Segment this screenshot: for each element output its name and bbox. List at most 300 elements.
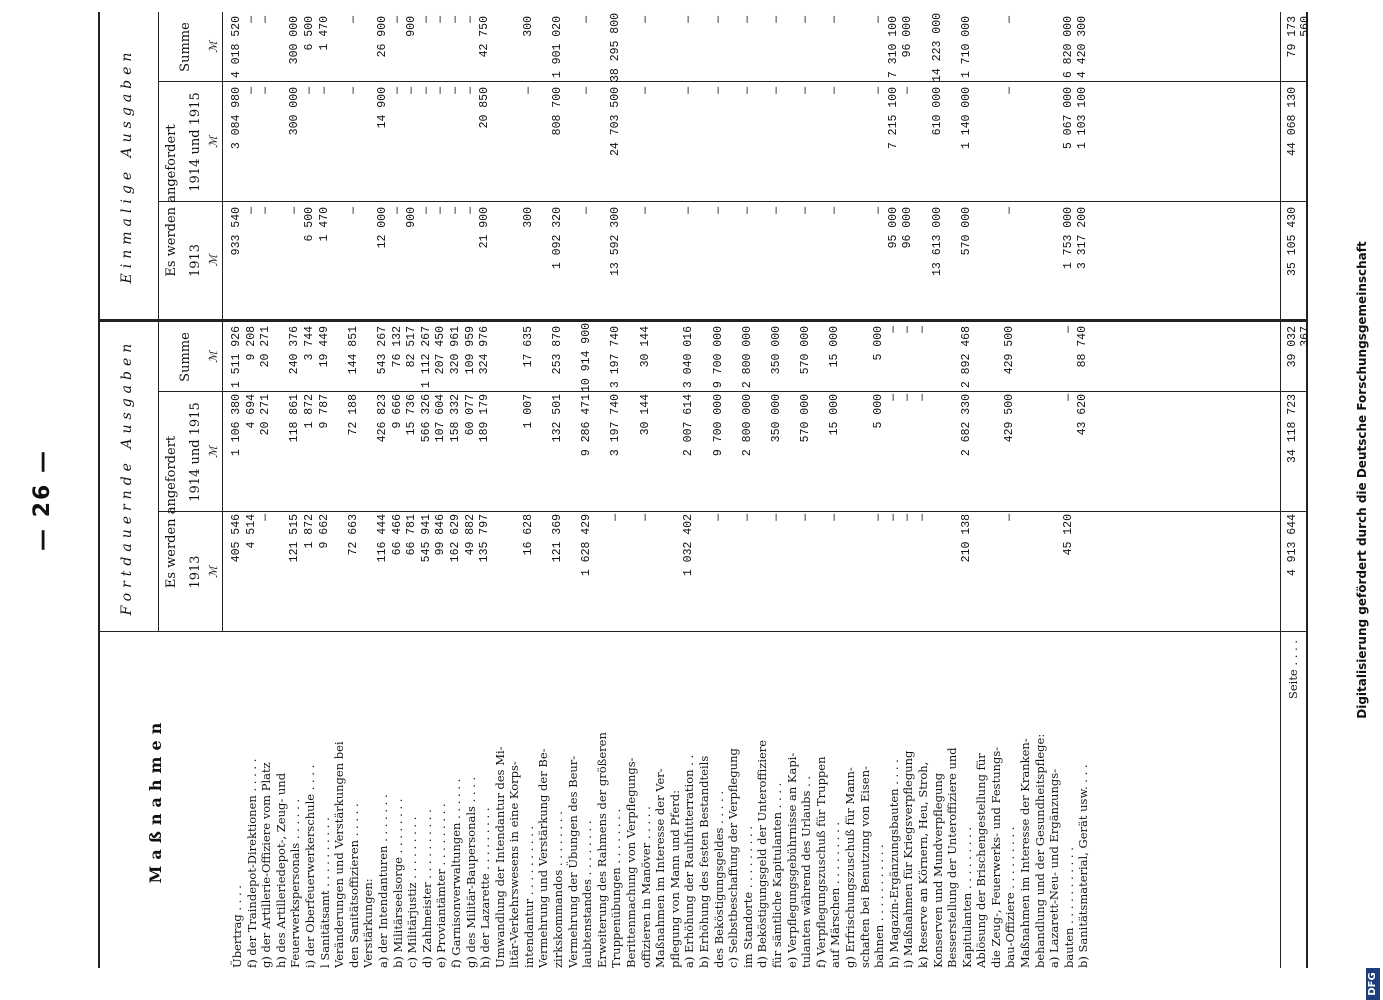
row-label: Besserstellung der Unteroffiziere und <box>945 747 960 968</box>
einm-sum-column <box>230 12 1091 82</box>
row-label: offizieren in Manöver . . . . . <box>638 806 653 968</box>
cell-fort-1914 <box>624 394 639 512</box>
cell-fort-1914 <box>536 394 551 512</box>
cell-fort-sum <box>931 326 946 392</box>
cell-einm-1913 <box>332 207 347 319</box>
cell-fort-1913 <box>843 514 858 632</box>
cell-einm-sum: 1 710 000 <box>959 16 973 79</box>
cell-fort-1913: 162 629 <box>448 514 462 563</box>
cell-fort-sum: 429 500 <box>1003 326 1017 375</box>
cell-fort-1913 <box>1033 514 1048 632</box>
cell-einm-1914: 1 140 000 <box>959 87 973 150</box>
fort-sum-column <box>230 322 1091 392</box>
cell-einm-1914: 610 000 <box>930 87 944 136</box>
cell-fort-sum: 19 449 <box>317 326 331 368</box>
cell-fort-1914 <box>1047 394 1062 512</box>
cell-fort-1913 <box>974 514 989 632</box>
cell-einm-1913: 6 500 <box>302 207 316 242</box>
row-label: bau-Offiziere . . . . . . . . . <box>1003 826 1018 968</box>
cell-einm-1914: 5 067 000 <box>1061 87 1075 150</box>
cell-einm-sum: — <box>448 16 462 23</box>
year-1914: 1914 und 1915 <box>188 92 203 192</box>
mark-sign: ℳ <box>207 351 220 363</box>
row-label: Feuerwerkspersonals . . . . . . <box>288 798 303 968</box>
cell-einm-sum: — <box>740 16 754 23</box>
cell-fort-sum <box>843 326 858 392</box>
cell-einm-1914 <box>536 87 551 202</box>
row-label: f) der Traindepot-Direktionen . . . . . <box>244 758 259 968</box>
cell-einm-1914 <box>507 87 522 202</box>
cell-fort-1914 <box>726 394 741 512</box>
total-rule <box>1280 12 1281 968</box>
cell-einm-1914 <box>332 87 347 202</box>
cell-fort-1914 <box>989 394 1004 512</box>
row-label: d) Beköstigungsgeld der Unteroffiziere <box>755 739 770 968</box>
cell-einm-1913 <box>814 207 829 319</box>
cell-einm-1913: 3 317 200 <box>1076 207 1090 270</box>
row-label: Berittenmachung von Verpflegungs- <box>624 757 639 968</box>
cell-einm-sum: 1 901 020 <box>551 16 565 79</box>
row-label: bahnen . . . . . . . . . . . <box>872 844 887 968</box>
group-rule <box>158 12 159 632</box>
cell-fort-1913: 545 941 <box>419 514 433 563</box>
cell-fort-1914: 158 332 <box>448 394 462 443</box>
cell-einm-1914 <box>726 87 741 202</box>
cell-einm-1913 <box>493 207 508 319</box>
cell-einm-sum: 6 500 <box>302 16 316 51</box>
cell-einm-1913: — <box>463 207 477 214</box>
cell-einm-1914: — <box>390 87 404 94</box>
cell-einm-1914: — <box>448 87 462 94</box>
cell-fort-1914: 1 007 <box>521 394 535 429</box>
cell-einm-1914: 14 900 <box>375 87 389 129</box>
cell-fort-1913 <box>653 514 668 632</box>
cell-einm-1914 <box>653 87 668 202</box>
cell-einm-1913: — <box>799 207 813 214</box>
cell-fort-sum: 3 040 016 <box>682 326 696 389</box>
cell-fort-1914: 107 604 <box>434 394 448 443</box>
cell-fort-1913 <box>332 514 347 632</box>
cell-einm-sum <box>755 16 770 82</box>
row-label: Maßnahmen im Interesse der Ver- <box>653 768 668 968</box>
row-label: Vermehrung und Verstärkung der Be- <box>536 748 551 968</box>
cell-einm-1914: 7 215 100 <box>886 87 900 150</box>
cell-einm-sum: — <box>828 16 842 23</box>
cell-einm-1914 <box>916 87 931 202</box>
cell-einm-sum <box>332 16 347 82</box>
cell-fort-1913: — <box>901 514 915 521</box>
cell-fort-sum <box>274 326 289 392</box>
cell-fort-1913: 135 797 <box>478 514 492 563</box>
total-fort-1914: 34 118 723 <box>1286 394 1299 464</box>
cell-fort-sum: 2 800 000 <box>740 326 754 389</box>
row-label: den Sanitätsoffizieren . . . . . <box>346 803 361 968</box>
cell-fort-sum <box>332 326 347 392</box>
row-label: litär-Verkehrswesens in eine Korps- <box>507 761 522 968</box>
cell-fort-1914 <box>595 394 610 512</box>
cell-einm-1913: — <box>448 207 462 214</box>
cell-fort-sum <box>858 326 873 392</box>
cell-fort-1914: 72 188 <box>346 394 360 436</box>
cell-fort-sum <box>974 326 989 392</box>
cell-einm-1913 <box>507 207 522 319</box>
cell-fort-1913 <box>785 514 800 632</box>
mark-sign: ℳ <box>207 254 220 267</box>
cell-fort-1913 <box>726 514 741 632</box>
cell-fort-1913 <box>507 514 522 632</box>
cell-fort-1913: 99 846 <box>434 514 448 556</box>
cell-einm-1913: — <box>740 207 754 214</box>
cell-einm-1914 <box>274 87 289 202</box>
cell-fort-1913: 121 515 <box>288 514 302 563</box>
cell-einm-1914: — <box>711 87 725 94</box>
cell-fort-sum: 82 517 <box>405 326 419 368</box>
row-label: c) Militärjustiz . . . . . . . . . <box>405 816 420 968</box>
cell-fort-sum <box>536 326 551 392</box>
cell-einm-1914: 300 000 <box>288 87 302 136</box>
cell-fort-sum <box>1018 326 1033 392</box>
cell-fort-sum: 320 961 <box>448 326 462 375</box>
cell-fort-1913: 4 514 <box>244 514 258 549</box>
total-einm-1913: 35 105 430 <box>1286 207 1299 277</box>
cell-fort-1913 <box>536 514 551 632</box>
cell-fort-1913: 1 872 <box>302 514 316 549</box>
row-label: des Beköstigungsgeldes . . . . . <box>711 791 726 968</box>
cell-fort-1913 <box>989 514 1004 632</box>
cell-fort-1913: 49 882 <box>463 514 477 556</box>
cell-fort-sum <box>814 326 829 392</box>
cell-einm-sum <box>916 16 931 82</box>
cell-einm-sum: 7 310 100 <box>886 16 900 79</box>
row-label: g) Erfrischungszuschuß für Mann- <box>842 767 857 968</box>
row-labels <box>230 632 1091 968</box>
cell-fort-1913 <box>668 514 683 632</box>
row-label: l Sanitätsamt . . . . . . . . . . <box>317 817 332 968</box>
cell-einm-sum <box>1047 16 1062 82</box>
cell-fort-1914: 5 000 <box>872 394 886 429</box>
cell-fort-1913: — <box>711 514 725 521</box>
cell-einm-sum: 6 820 000 <box>1061 16 1075 79</box>
row-label: c) Selbstbeschaffung der Verpflegung <box>726 748 741 968</box>
cell-fort-1913: 1 032 402 <box>682 514 696 577</box>
row-label: schaften bei Benutzung von Eisen- <box>857 766 872 968</box>
cell-einm-1913: 21 900 <box>478 207 492 249</box>
cell-fort-1914: 2 682 330 <box>959 394 973 457</box>
cell-einm-sum: 4 420 300 <box>1076 16 1090 79</box>
cell-fort-1914: 60 077 <box>463 394 477 436</box>
cell-fort-sum: 9 208 <box>244 326 258 361</box>
cell-einm-sum <box>843 16 858 82</box>
cell-fort-sum <box>361 326 376 392</box>
cell-fort-1913: — <box>872 514 886 521</box>
row-label: laubtenstandes . . . . . . . . <box>580 820 595 968</box>
row-label: f) Verpflegungszuschuß für Truppen <box>813 756 828 968</box>
row-label: h) des Artilleriedepot-, Zeug- und <box>273 772 288 968</box>
mark-sign: ℳ <box>207 566 220 578</box>
cell-fort-1913: — <box>638 514 652 521</box>
page-number: — 26 — <box>30 449 55 551</box>
cell-fort-sum <box>507 326 522 392</box>
cell-fort-1913: 121 369 <box>551 514 565 563</box>
cell-einm-1913 <box>1033 207 1048 319</box>
cell-fort-1914: 9 666 <box>390 394 404 429</box>
cell-fort-sum: 570 000 <box>799 326 813 375</box>
cell-einm-1914 <box>974 87 989 202</box>
cell-einm-1913: — <box>346 207 360 214</box>
cell-fort-1914: — <box>915 394 929 401</box>
cell-einm-sum <box>668 16 683 82</box>
cell-einm-1914: — <box>799 87 813 94</box>
cell-einm-sum <box>989 16 1004 82</box>
cell-einm-1914: 24 703 500 <box>609 87 623 157</box>
cell-fort-1913: — <box>828 514 842 521</box>
cell-fort-1914: 566 326 <box>419 394 433 443</box>
cell-einm-1913: — <box>288 207 302 214</box>
cell-einm-1914: — <box>434 87 448 94</box>
year-1913: 1913 <box>188 555 203 589</box>
cell-einm-1913 <box>945 207 960 319</box>
row-label: i) Maßnahmen für Kriegsverpflegung <box>901 750 916 968</box>
cell-einm-1914: — <box>317 87 331 94</box>
group-divider <box>98 319 1308 322</box>
row-label: h) der Lazarette . . . . . . . . . <box>478 807 493 968</box>
table-bottom-rule <box>1306 12 1308 968</box>
cell-fort-sum: 2 892 468 <box>959 326 973 389</box>
cell-fort-1913: 210 138 <box>959 514 973 563</box>
row-label: k) Reserve an Körnern, Heu, Stroh, <box>915 761 930 968</box>
cell-fort-1914 <box>1018 394 1033 512</box>
row-label: Konserven und Mundverpflegung <box>930 772 945 968</box>
cell-einm-sum <box>1018 16 1033 82</box>
cell-fort-sum: 109 959 <box>463 326 477 375</box>
cell-einm-1913: 1 753 000 <box>1061 207 1075 270</box>
row-label: Truppenübungen . . . . . . . . <box>609 808 624 968</box>
cell-fort-1914: — <box>901 394 915 401</box>
cell-fort-1914: 30 144 <box>638 394 652 436</box>
massnahmen-header: Maßnahmen <box>146 716 165 884</box>
cell-fort-1914 <box>974 394 989 512</box>
cell-einm-sum <box>566 16 581 82</box>
cell-fort-1914 <box>332 394 347 512</box>
cell-fort-1913 <box>1047 514 1062 632</box>
cell-einm-sum: 300 000 <box>288 16 302 65</box>
total-fort-1913: 4 913 644 <box>1286 514 1299 577</box>
dfg-logo: DFG <box>1366 968 1380 1000</box>
cell-einm-1913 <box>755 207 770 319</box>
fort-1914-column <box>230 394 1091 512</box>
cell-fort-1914 <box>814 394 829 512</box>
cell-fort-1914: 20 271 <box>259 394 273 436</box>
cell-fort-1914 <box>668 394 683 512</box>
cell-fort-1914: 118 861 <box>288 394 302 443</box>
einm-header: Einmalige Ausgaben <box>119 47 135 284</box>
cell-fort-1913: 66 466 <box>390 514 404 556</box>
cell-fort-1913: 405 546 <box>230 514 243 563</box>
cell-einm-1914: — <box>463 87 477 94</box>
cell-fort-1914 <box>566 394 581 512</box>
cell-fort-sum: 3 197 740 <box>609 326 623 389</box>
cell-fort-1913: 1 628 429 <box>580 514 594 577</box>
cell-einm-1913 <box>697 207 712 319</box>
cell-fort-1913: — <box>609 514 623 521</box>
cell-einm-sum: — <box>244 16 258 23</box>
cell-einm-sum: — <box>434 16 448 23</box>
fort-1913-column <box>230 514 1076 632</box>
cell-einm-sum: 900 <box>405 16 419 37</box>
cell-fort-1914: 1 106 380 <box>230 394 243 457</box>
cell-fort-sum: 207 450 <box>434 326 448 375</box>
year-1913: 1913 <box>188 243 203 278</box>
cell-einm-1913: — <box>580 207 594 214</box>
cell-fort-1914 <box>274 394 289 512</box>
cell-einm-sum <box>974 16 989 82</box>
cell-fort-1913 <box>274 514 289 632</box>
cell-einm-1914 <box>595 87 610 202</box>
cell-einm-1913 <box>785 207 800 319</box>
total-fort-sum: 39 032 367 <box>1286 326 1312 368</box>
cell-einm-sum: — <box>682 16 696 23</box>
row-label: im Standorte . . . . . . . . . <box>740 825 755 968</box>
cell-einm-1914 <box>1033 87 1048 202</box>
cell-fort-1914: — <box>886 394 900 401</box>
cell-einm-1914 <box>668 87 683 202</box>
cell-einm-1913: 933 540 <box>230 207 243 256</box>
cell-fort-sum <box>989 326 1004 392</box>
cell-fort-sum <box>624 326 639 392</box>
cell-einm-sum: — <box>419 16 433 23</box>
cell-fort-sum: 144 851 <box>346 326 360 375</box>
cell-fort-1914 <box>858 394 873 512</box>
cell-fort-1913: — <box>259 514 273 521</box>
cell-einm-sum <box>945 16 960 82</box>
cell-einm-1913: 12 000 <box>375 207 389 249</box>
row-label: behandlung und der Gesundheitspflege: <box>1032 733 1047 968</box>
cell-einm-sum <box>507 16 522 82</box>
cell-einm-1914 <box>755 87 770 202</box>
cell-fort-1914 <box>843 394 858 512</box>
cell-einm-1913: — <box>434 207 448 214</box>
cell-einm-sum <box>493 16 508 82</box>
cell-einm-1914: — <box>1003 87 1017 94</box>
cell-fort-1914 <box>755 394 770 512</box>
cell-fort-1914: 2 007 614 <box>682 394 696 457</box>
cell-einm-1913 <box>1018 207 1033 319</box>
cell-einm-1914: — <box>638 87 652 94</box>
cell-einm-1913 <box>668 207 683 319</box>
cell-einm-sum: — <box>346 16 360 23</box>
row-label: die Zeug-, Feuerwerks- und Festungs- <box>988 746 1003 968</box>
cell-einm-1913: 570 000 <box>959 207 973 256</box>
row-label: a) Erhöhung der Rauhfutterration . . <box>682 754 697 968</box>
cell-fort-1913 <box>361 514 376 632</box>
cell-fort-sum <box>595 326 610 392</box>
cell-einm-1914: 20 850 <box>478 87 492 129</box>
cell-einm-1914 <box>624 87 639 202</box>
cell-fort-1914: 350 000 <box>769 394 783 443</box>
cell-einm-1913 <box>274 207 289 319</box>
cell-einm-sum: 4 018 520 <box>230 16 243 79</box>
cell-fort-sum: — <box>1061 326 1075 333</box>
cell-fort-1914: 4 694 <box>244 394 258 429</box>
cell-einm-sum: — <box>463 16 477 23</box>
cell-fort-sum: 5 000 <box>872 326 886 361</box>
row-label: b) Erhöhung des festen Bestandteils <box>697 755 711 968</box>
cell-fort-1914: 132 501 <box>551 394 565 443</box>
row-label: e) Proviantämter . . . . . . . . . <box>434 803 449 968</box>
cell-einm-sum: — <box>711 16 725 23</box>
cell-fort-1914 <box>697 394 712 512</box>
cell-fort-1913: — <box>799 514 813 521</box>
cell-einm-1914 <box>945 87 960 202</box>
cell-einm-1913: 13 613 000 <box>930 207 944 277</box>
total-einm-sum: 79 173 560 <box>1286 16 1312 58</box>
cell-einm-1914 <box>989 87 1004 202</box>
cell-einm-1914: — <box>740 87 754 94</box>
row-label: Übertrag . . . . <box>230 885 244 968</box>
cell-einm-1914: — <box>521 87 535 94</box>
cell-fort-1914 <box>785 394 800 512</box>
row-label: pflegung von Mann und Pferd: <box>667 790 682 968</box>
cell-einm-sum: 300 <box>521 16 535 37</box>
cell-fort-sum <box>785 326 800 392</box>
cell-fort-sum: 350 000 <box>769 326 783 375</box>
cell-einm-1914 <box>858 87 873 202</box>
cell-einm-1914: — <box>769 87 783 94</box>
cell-fort-1913 <box>858 514 873 632</box>
cell-einm-1913 <box>858 207 873 319</box>
row-label: bauten . . . . . . . . . . . <box>1061 847 1076 968</box>
cell-fort-1914: 15 736 <box>405 394 419 436</box>
row-label: tulanten während des Urlaubs . . <box>799 775 814 968</box>
cell-fort-sum <box>668 326 683 392</box>
cell-fort-1913: — <box>886 514 900 521</box>
einm-1913-column <box>230 207 1091 319</box>
cell-fort-1913 <box>624 514 639 632</box>
cell-fort-1914: 9 286 471 <box>580 394 594 457</box>
cell-einm-1914: — <box>828 87 842 94</box>
cell-einm-1913: — <box>872 207 886 214</box>
row-label: e) Verpflegungsgebührnisse an Kapi- <box>784 752 799 968</box>
cell-fort-1913: 16 628 <box>521 514 535 556</box>
cell-fort-sum: — <box>901 326 915 333</box>
cell-fort-1914: — <box>1061 394 1075 401</box>
cell-einm-sum <box>624 16 639 82</box>
cell-einm-sum: 26 900 <box>375 16 389 58</box>
cell-fort-1913: — <box>1003 514 1017 521</box>
cell-fort-sum: 1 112 267 <box>419 326 433 389</box>
row-label: Veränderungen und Verstärkungen bei <box>332 741 347 968</box>
cell-fort-1914: 43 620 <box>1076 394 1090 436</box>
cell-fort-1913: 72 663 <box>346 514 360 556</box>
cell-einm-1913 <box>916 207 931 319</box>
cell-fort-1914: 570 000 <box>799 394 813 443</box>
cell-einm-1913: 95 000 <box>886 207 900 249</box>
cell-fort-sum <box>945 326 960 392</box>
cell-fort-1914: 1 872 <box>302 394 316 429</box>
cell-einm-1914 <box>361 87 376 202</box>
cell-fort-1914 <box>653 394 668 512</box>
cell-einm-sum <box>595 16 610 82</box>
cell-fort-1913: 45 120 <box>1061 514 1075 556</box>
cell-einm-1913 <box>624 207 639 319</box>
cell-einm-1913: — <box>419 207 433 214</box>
budget-table <box>98 12 1312 968</box>
cell-einm-1913: — <box>711 207 725 214</box>
cell-fort-1914 <box>1033 394 1048 512</box>
cell-einm-1913: — <box>390 207 404 214</box>
cell-fort-sum <box>493 326 508 392</box>
cell-fort-1913 <box>566 514 581 632</box>
